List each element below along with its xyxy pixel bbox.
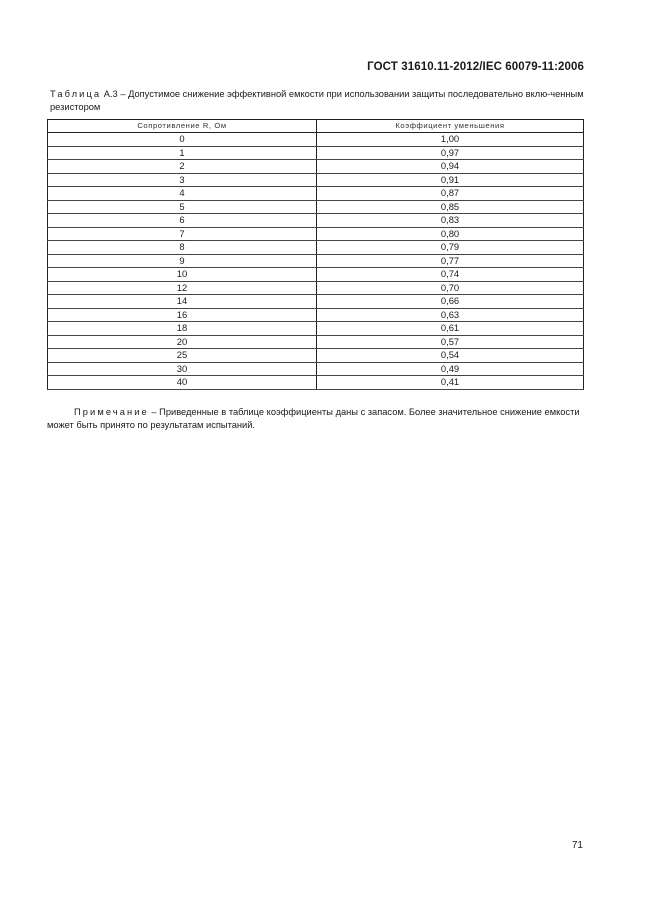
table-caption-prefix: Таблица bbox=[50, 89, 102, 99]
cell-coefficient: 0,87 bbox=[317, 187, 584, 201]
cell-resistance: 20 bbox=[48, 335, 317, 349]
cell-coefficient: 0,66 bbox=[317, 295, 584, 309]
header-resistance: Сопротивление R, Ом bbox=[48, 120, 317, 133]
cell-coefficient: 0,74 bbox=[317, 268, 584, 282]
cell-resistance: 6 bbox=[48, 214, 317, 228]
cell-resistance: 16 bbox=[48, 308, 317, 322]
table-row bbox=[48, 335, 584, 349]
cell-resistance: 2 bbox=[48, 160, 317, 174]
table-row bbox=[48, 268, 584, 282]
cell-coefficient: 0,41 bbox=[317, 376, 584, 390]
table-row bbox=[48, 322, 584, 336]
note-text: – Приведенные в таблице коэффициенты даны с запасом. Более значительное снижение емкости может быть принято по результатам испытаний. bbox=[47, 407, 580, 430]
document-standard-header: ГОСТ 31610.11-2012/IEC 60079-11:2006 bbox=[367, 61, 584, 73]
cell-coefficient: 0,57 bbox=[317, 335, 584, 349]
cell-coefficient: 0,80 bbox=[317, 227, 584, 241]
cell-coefficient: 1,00 bbox=[317, 133, 584, 147]
cell-coefficient: 0,77 bbox=[317, 254, 584, 268]
cell-resistance: 25 bbox=[48, 349, 317, 363]
header-coefficient: Коэффициент уменьшения bbox=[317, 120, 584, 133]
cell-coefficient: 0,79 bbox=[317, 241, 584, 255]
table-caption-number: А.3 bbox=[103, 89, 118, 99]
cell-resistance: 1 bbox=[48, 146, 317, 160]
table-note bbox=[47, 406, 584, 432]
cell-resistance: 9 bbox=[48, 254, 317, 268]
cell-resistance: 7 bbox=[48, 227, 317, 241]
table-row bbox=[48, 295, 584, 309]
cell-coefficient: 0,61 bbox=[317, 322, 584, 336]
resistance-coefficient-table bbox=[47, 119, 584, 390]
table-row bbox=[48, 146, 584, 160]
cell-coefficient: 0,97 bbox=[317, 146, 584, 160]
cell-resistance: 8 bbox=[48, 241, 317, 255]
note-label: Примечание bbox=[74, 407, 149, 417]
table-row bbox=[48, 173, 584, 187]
table-header-row bbox=[48, 120, 584, 133]
cell-coefficient: 0,94 bbox=[317, 160, 584, 174]
cell-coefficient: 0,54 bbox=[317, 349, 584, 363]
cell-coefficient: 0,91 bbox=[317, 173, 584, 187]
cell-resistance: 0 bbox=[48, 133, 317, 147]
table-row bbox=[48, 214, 584, 228]
cell-coefficient: 0,70 bbox=[317, 281, 584, 295]
cell-resistance: 40 bbox=[48, 376, 317, 390]
cell-resistance: 3 bbox=[48, 173, 317, 187]
table-row bbox=[48, 349, 584, 363]
cell-resistance: 10 bbox=[48, 268, 317, 282]
table-row bbox=[48, 308, 584, 322]
table-row bbox=[48, 200, 584, 214]
table-row bbox=[48, 187, 584, 201]
table-row bbox=[48, 133, 584, 147]
table-row bbox=[48, 254, 584, 268]
cell-resistance: 18 bbox=[48, 322, 317, 336]
table-body bbox=[48, 133, 584, 390]
cell-resistance: 4 bbox=[48, 187, 317, 201]
cell-coefficient: 0,83 bbox=[317, 214, 584, 228]
cell-resistance: 30 bbox=[48, 362, 317, 376]
cell-resistance: 12 bbox=[48, 281, 317, 295]
cell-coefficient: 0,49 bbox=[317, 362, 584, 376]
table-row bbox=[48, 362, 584, 376]
cell-resistance: 14 bbox=[48, 295, 317, 309]
table-caption-text: – Допустимое снижение эффективной емкости при использовании защиты последовательно вклю-ченным резистором bbox=[50, 89, 584, 112]
cell-resistance: 5 bbox=[48, 200, 317, 214]
table-row bbox=[48, 241, 584, 255]
table-row bbox=[48, 227, 584, 241]
table-row bbox=[48, 376, 584, 390]
cell-coefficient: 0,85 bbox=[317, 200, 584, 214]
page-number: 71 bbox=[571, 840, 583, 851]
table-caption bbox=[50, 88, 590, 114]
table-row bbox=[48, 281, 584, 295]
table-row bbox=[48, 160, 584, 174]
cell-coefficient: 0,63 bbox=[317, 308, 584, 322]
